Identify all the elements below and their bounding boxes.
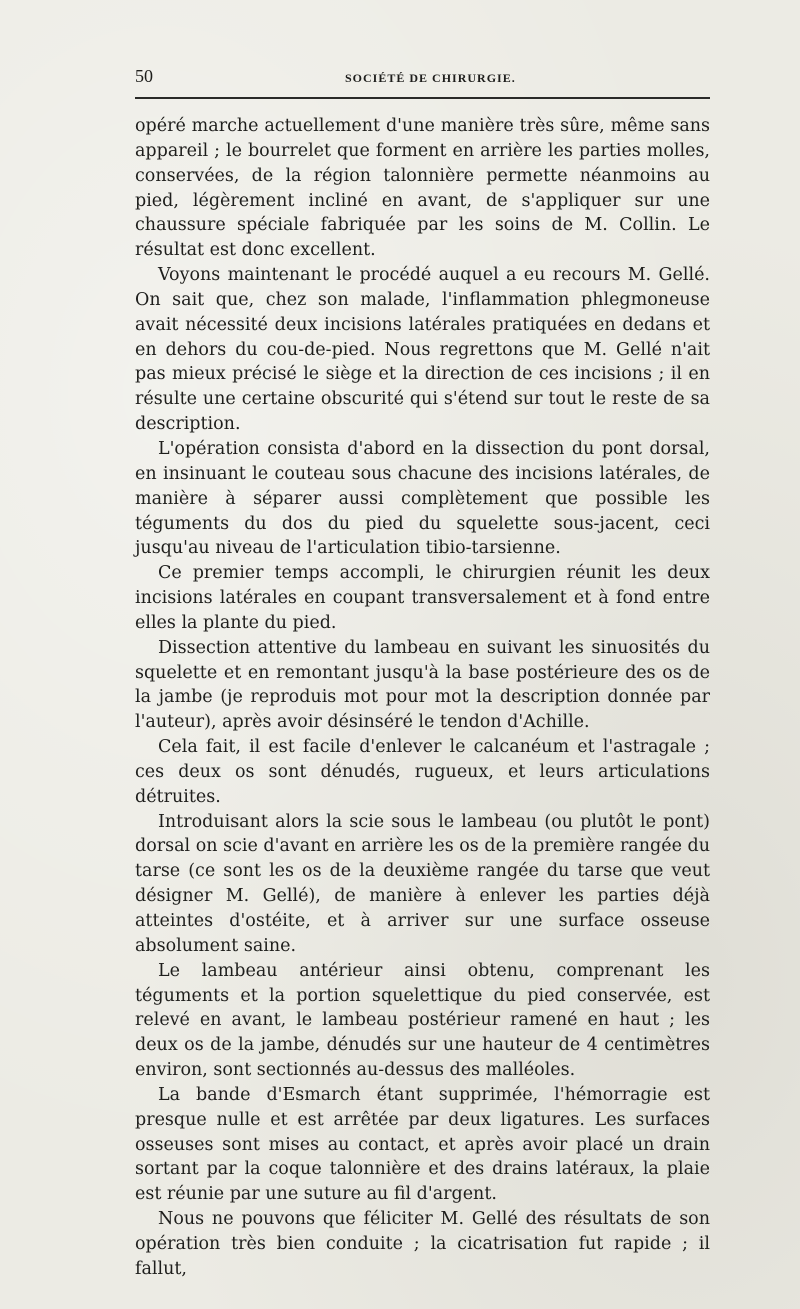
- paragraph-7: Introduisant alors la scie sous le lambeau (ou plutôt le pont) dorsal on scie d'avant en arrière les os de la première rangée du tarse (ce sont les os de la deuxième rangée du tarse que veut désigner M. Gellé), de manière à enlever les parties déjà atteintes d'ostéite, et à arriver sur une surface osseuse absolument saine.: [135, 811, 710, 956]
- page-number: 50: [135, 66, 153, 86]
- paragraph-5: Dissection attentive du lambeau en suivant les sinuosités du squelette et en remontant jusqu'à la base postérieure des os de la jambe (je reproduis mot pour mot la description donnée par l'auteur), après avoir désinséré le tendon d'Achille.: [135, 637, 710, 733]
- paragraph-9: La bande d'Esmarch étant supprimée, l'hémorragie est presque nulle et est arrêtée par deux ligatures. Les surfaces osseuses sont mises au contact, et après avoir placé un drain sortant par la coque talonnière et des drains latéraux, la plaie est réunie par une suture au fil d'argent.: [135, 1084, 710, 1205]
- page-header: [135, 66, 710, 88]
- paragraph-8: Le lambeau antérieur ainsi obtenu, comprenant les téguments et la portion squelettique du pied conservée, est relevé en avant, le lambeau postérieur ramené en haut ; les deux os de la jambe, dénudés sur une hauteur de 4 centimètres environ, sont sectionnés au-dessus des malléoles.: [135, 960, 710, 1081]
- body-text: [135, 114, 710, 1282]
- paragraph-4: Ce premier temps accompli, le chirurgien réunit les deux incisions latérales en coupant transversalement et à fond entre elles la plante du pied.: [135, 563, 710, 633]
- paragraph-10: Nous ne pouvons que féliciter M. Gellé des résultats de son opération très bien conduite ; la cicatrisation fut rapide ; il fallut,: [135, 1209, 710, 1279]
- paragraph-2: Voyons maintenant le procédé auquel a eu recours M. Gellé. On sait que, chez son malade, l'inflammation phlegmoneuse avait nécessité deux incisions latérales pratiquées en dedans et en dehors du cou-de-pied. Nous regrettons que M. Gellé n'ait pas mieux précisé le siège et la direction de ces incisions ; il en résulte une certaine obscurité qui s'étend sur tout le reste de sa description.: [135, 265, 710, 435]
- header-rule: [135, 97, 710, 99]
- paragraph-6: Cela fait, il est facile d'enlever le calcanéum et l'astragale ; ces deux os sont dénudés, rugueux, et leurs articulations détruites.: [135, 737, 710, 807]
- running-title: SOCIÉTÉ DE CHIRURGIE.: [345, 71, 516, 85]
- paragraph-1: opéré marche actuellement d'une manière très sûre, même sans appareil ; le bourrelet que forment en arrière les parties molles, conservées, de la région talonnière permette néanmoins au pied, légèrement incliné en avant, de s'appliquer sur une chaussure spéciale fabriquée par les soins de M. Collin. Le résultat est donc excellent.: [135, 116, 710, 261]
- paragraph-3: L'opération consista d'abord en la dissection du pont dorsal, en insinuant le couteau sous chacune des incisions latérales, de manière à séparer aussi complètement que possible les téguments du dos du pied du squelette sous-jacent, ceci jusqu'au niveau de l'articulation tibio-tarsienne.: [135, 438, 710, 559]
